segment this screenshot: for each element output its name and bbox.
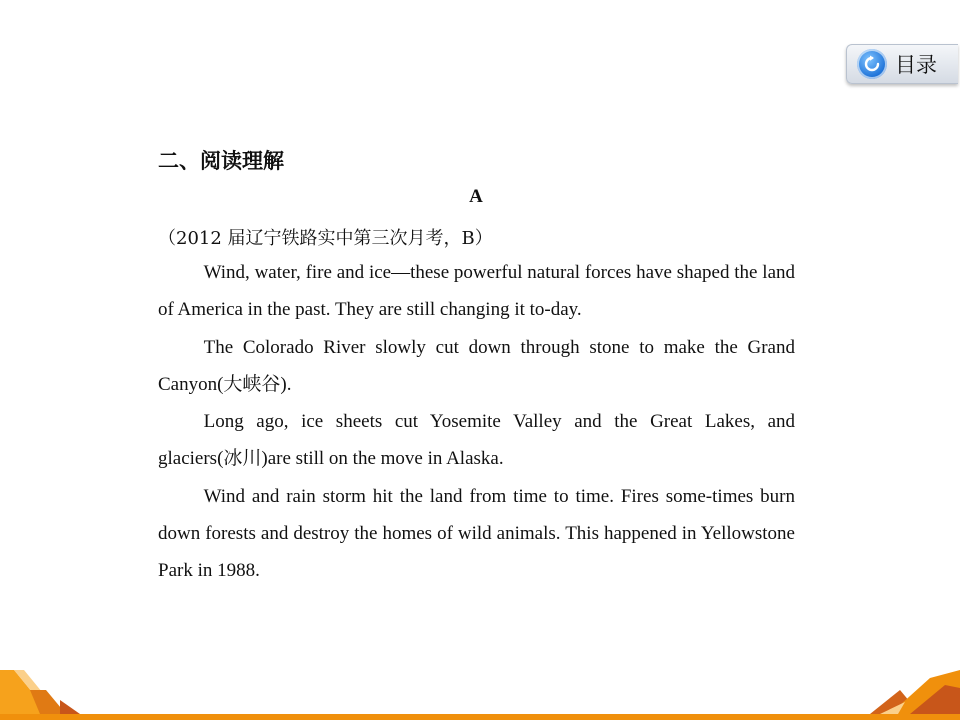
bottom-decoration — [0, 660, 960, 720]
paragraph-2: The Colorado River slowly cut down through stone to make the Grand Canyon(大峡谷). — [158, 336, 795, 395]
toc-button[interactable] — [846, 44, 958, 84]
refresh-circle-icon — [857, 49, 887, 79]
section-heading: 二、阅读理解 — [158, 149, 284, 173]
paragraph-1: Wind, water, fire and ice—these powerful natural forces have shaped the land of America in the past. They are still changing it to-day. — [158, 262, 795, 321]
source-line: （2012 届辽宁铁路实中第三次月考，B） — [158, 228, 493, 249]
paragraph-3: Long ago, ice sheets cut Yosemite Valley and the Great Lakes, and glaciers(冰川)are still on the move in Alaska. — [158, 411, 795, 470]
passage-label: A — [469, 186, 483, 207]
toc-label: 目录 — [895, 53, 937, 77]
passage-text — [158, 254, 795, 590]
paragraph-4: Wind and rain storm hit the land from time to time. Fires some-times burn down forests and destroy the homes of wild animals. This happened in Yellowstone Park in 1988. — [158, 485, 795, 582]
